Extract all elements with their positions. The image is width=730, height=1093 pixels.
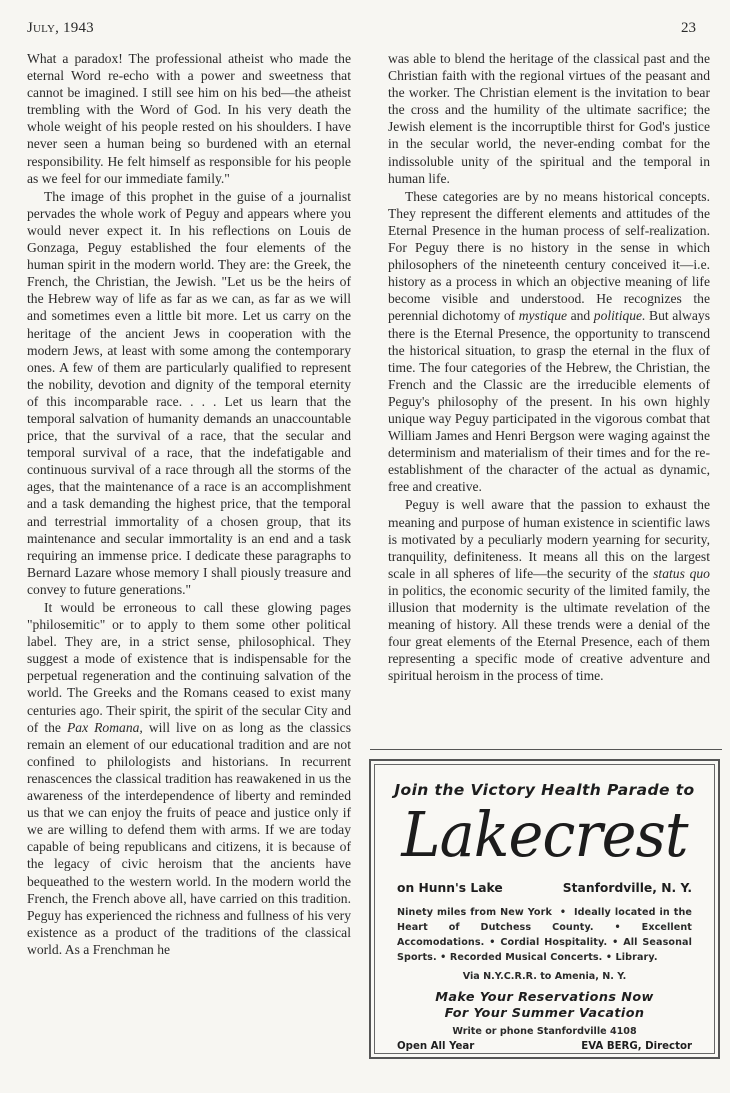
ad-footer-left: Open All Year [397, 1041, 475, 1052]
issue-date: July, 1943 [27, 20, 94, 36]
left-column [27, 50, 351, 958]
paragraph [27, 599, 351, 958]
ad-logo-lakecrest: Lakecrest [401, 798, 688, 871]
ad-location-right: Stanfordville, N. Y. [562, 881, 692, 895]
ad-rail-info: Via N.Y.C.R.R. to Amenia, N. Y. [462, 971, 627, 982]
italic-term: status quo [653, 565, 710, 581]
text-run: These categories are by no means historical concepts. They represent the different elements and attitudes of the Eternal Presence in the human process of self-realization. For Peguy there is no history in the sense in which philosophers of the nineteenth century conceived it—i.e. history as a process in which an objective meaning of life become visible and understood. He recognizes the perennial dichotomy of [388, 188, 710, 324]
ad-location-left: on Hunn's Lake [397, 881, 503, 895]
text-run: in politics, the economic security of the limited family, the illusion that modernity is the ultimate revelation of the meaning of history. All these trends were a denial of the four great elements of the Eternal Presence, each of them representing a specific mode of creative adventure and spiritual heroism in the process of time. [388, 582, 710, 684]
advertisement-inner-border [374, 764, 715, 1054]
column-divider-rule [370, 749, 722, 750]
page-header [27, 20, 696, 40]
ad-call-to-action [375, 990, 714, 1021]
text-run: It would be erroneous to call these glowing pages "philosemitic" or to apply to them some other political label. They are, in a strict sense, philosophical. They suggest a mode of existence that is indispensable for the perpetual regeneration and the continuing salvation of the world. The Greeks and the Romans ceased to exist many centuries ago. Their spirit, the spirit of the secular City and of the [27, 600, 351, 735]
italic-term: Pax Romana, [66, 719, 143, 735]
ad-footer-row [397, 1041, 692, 1052]
ad-footer-right: EVA BERG, Director [581, 1041, 692, 1052]
page-number: 23 [681, 20, 696, 36]
ad-location-row [397, 881, 692, 895]
text-run: But always there is the Eternal Presence, the opportunity to transcend the historical situation, to grasp the eternal in the flux of time. The four categories of the Hebrew, the Christian, the French and the Classic are the irreducible elements of Peguy's philosophy of the present. In his own highly unique way Peguy participated in the vigorous combat that William James and Henri Bergson were waging against the determinism and materialism of their times and for the re-establishment of the character of the actual as dynamic, free and creative. [388, 308, 710, 495]
ad-headline: Join the Victory Health Parade to [394, 781, 695, 799]
ad-contact: Write or phone Stanfordville 4108 [452, 1026, 637, 1037]
text-run: will live on as long as the classics remain an element of our educational tradition and are not confined to philologists and historians. In recurrent renascences the classical tradition has reawakened in us the awareness of the interdependence of liberty and reminded us that we can enjoy the fruits of peace and justice only if we are willing to defend them with arms. If we are today capable of being republicans and citizens, it is because of the legacy of civic heroism that the ancients have bequeathed to the western world. In the modern world the French, the French above all, have carried on this tradition. Peguy has experienced the richness and fullness of his very existence as a product of the traditions of the classical world. As a Frenchman he [27, 719, 351, 957]
paragraph: The image of this prophet in the guise of a journalist pervades the whole work of Peguy and appears where you would never expect it. In his reflections on Louis de Gonzaga, Peguy established the four elements of the human spirit in the modern world. They are: the Greek, the French, the Christian, the Jewish. "Let us be the heirs of the Hebrew way of life as far as we can, as far as we will and sometimes even a little bit more. Let us carry on the heritage of the ancient Jews in cooperation with the modern Jews, at least with some among the contemporary ones. A few of them are particularly qualified to represent the nobility, devotion and dignity of the temporal eternity of this incomparable race. . . . Let us learn that the temporal salvation of humanity demands an unaccountable price, that the survival of a race, that the secular and temporal survival of a race, that the indefatigable and continuous survival of a race through all the storms of the ages, that the maintenance of a race is an accomplishment and a task demanding the highest price, that the temporal and terrestrial immortality of a chosen group, that its maintenance and secular immortality is an end and a task requiring an immense price. I dedicate these paragraphs to Bernard Lazare whose memory I shall piously treasure and convey to future generations." [27, 188, 351, 597]
ad-details: Ninety miles from New York • Ideally located in the Heart of Dutchess County. • Excellent Accomodations. • Cordial Hospitality. • All Seasonal Sports. • Recorded Musical Concerts. • Library. [397, 907, 692, 963]
advertisement-box [369, 759, 720, 1059]
italic-term: mystique [518, 308, 568, 324]
text-run: Peguy is well aware that the passion to exhaust the meaning and purpose of human existence in scientific laws is motivated by a peculiarly modern yearning for security, tranquility, definiteness. It means all this on the largest scale in all spheres of life—the security of the [388, 497, 710, 581]
paragraph [388, 496, 710, 684]
right-column [388, 50, 710, 684]
ad-cta-line: For Your Summer Vacation [444, 1005, 645, 1021]
text-run: and [567, 308, 594, 324]
paragraph: was able to blend the heritage of the classical past and the Christian faith with the regional virtues of the peasant and the worker. The Christian element is the invitation to bear the cross and the humility of the ultimate sacrifice; the Jewish element is the incorruptible thirst for God's justice in the secular world, the never-ending combat for the indissoluble unity of the spiritual and the temporal in human life. [388, 51, 710, 186]
paragraph [388, 188, 710, 496]
paragraph: What a paradox! The professional atheist who made the eternal Word re-echo with a power and sweetness that cannot be imagined. I still see him on his bed—the atheist trembling with the Word of God. In his very death the whole weight of his people rested on his shoulders. I have never seen a human being so burdened with an eternal responsibility. He felt himself as responsible for his people as we feel for our immediate family." [27, 51, 351, 186]
ad-cta-line: Make Your Reservations Now [435, 990, 654, 1005]
italic-term: politique. [593, 308, 646, 324]
